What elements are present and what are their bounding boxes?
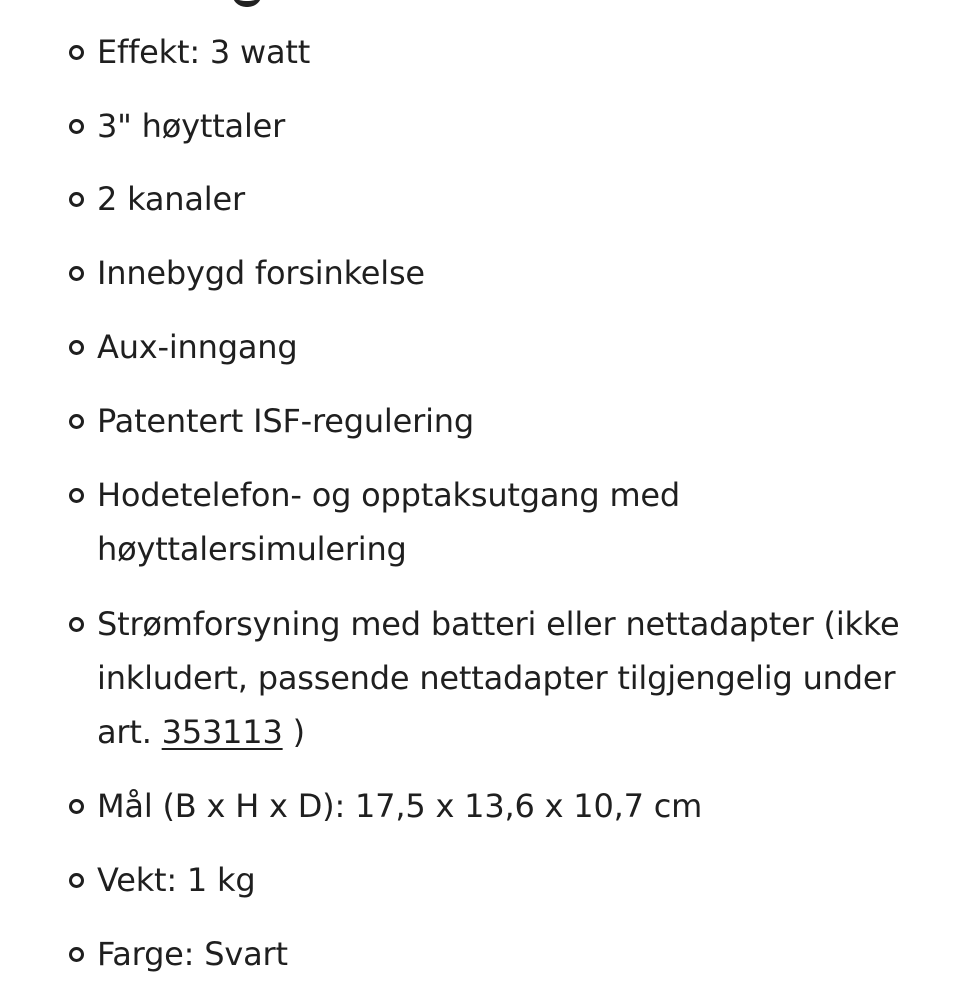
list-item-text: 2 kanaler: [97, 180, 245, 218]
list-item-text: Aux-inngang: [97, 328, 298, 366]
list-item-text: Farge: Svart: [97, 935, 288, 973]
article-link[interactable]: 353113: [161, 713, 283, 751]
bullet-icon: [69, 340, 84, 355]
list-item-text: Patentert ISF-regulering: [97, 402, 474, 440]
bullet-icon: [69, 119, 84, 134]
list-item-text: Vekt: 1 kg: [97, 861, 256, 899]
bullet-icon: [69, 947, 84, 962]
bullet-icon: [69, 414, 84, 429]
list-item-text: [97, 597, 902, 759]
previous-heading-fragment: [232, 0, 262, 7]
bullet-icon: [69, 799, 84, 814]
bullet-icon: [69, 873, 84, 888]
list-item-text-before: Strømforsyning med batteri eller nettadapter (ikke inkludert, passende nettadapter tilgjengelig under art.: [97, 605, 900, 751]
bullet-icon: [69, 192, 84, 207]
list-item-text: Mål (B x H x D): 17,5 x 13,6 x 10,7 cm: [97, 787, 703, 825]
bullet-icon: [69, 488, 84, 503]
list-item-text: 3" høyttaler: [97, 107, 286, 145]
bullet-icon: [69, 45, 84, 60]
list-item-text: Innebygd forsinkelse: [97, 254, 425, 292]
list-item-text: Hodetelefon- og opptaksutgang med høyttalersimulering: [97, 476, 681, 568]
bullet-icon: [69, 617, 84, 632]
list-item-text-after: ): [282, 713, 305, 751]
list-item-text: Effekt: 3 watt: [97, 33, 311, 71]
bullet-icon: [69, 266, 84, 281]
